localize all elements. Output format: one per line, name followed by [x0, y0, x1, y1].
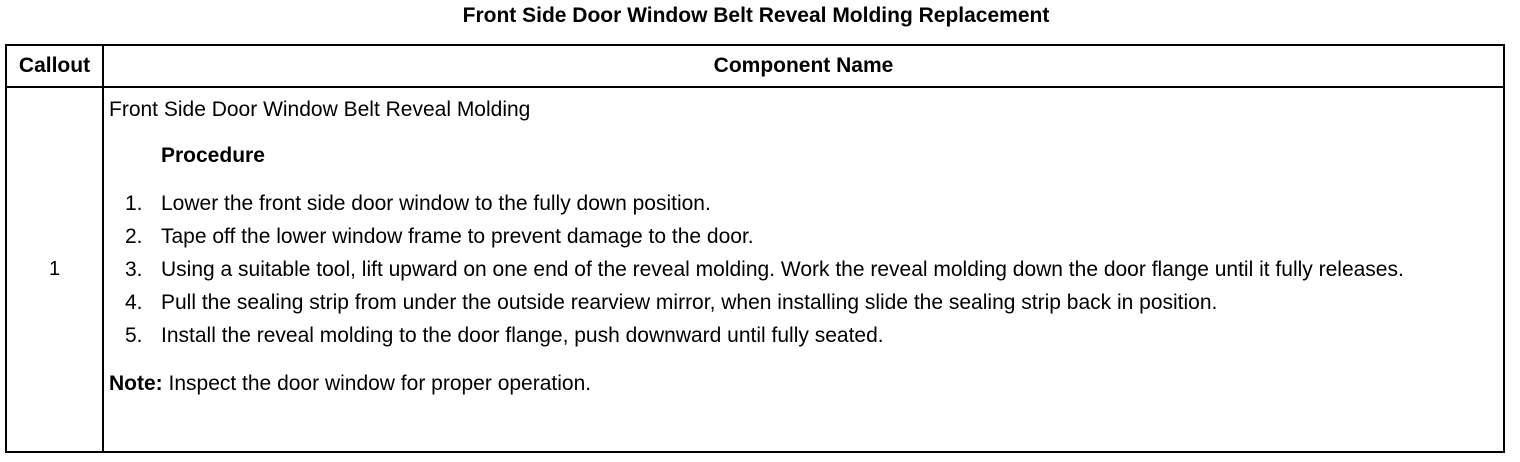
note-label: Note:	[109, 372, 163, 395]
component-cell	[103, 87, 1503, 451]
procedure-step	[109, 192, 1497, 216]
procedure-table-container	[5, 44, 1505, 453]
step-number: 1.	[125, 192, 143, 215]
component-name: Front Side Door Window Belt Reveal Molding	[109, 98, 531, 121]
table-row	[7, 87, 1503, 451]
procedure-step	[109, 225, 1497, 249]
step-text: Tape off the lower window frame to prevent damage to the door.	[161, 225, 754, 248]
component-name-column-header: Component Name	[103, 46, 1503, 87]
procedure-step	[109, 324, 1497, 348]
procedure-step	[109, 291, 1497, 315]
step-number: 5.	[125, 324, 143, 347]
procedure-table	[7, 46, 1503, 451]
step-text: Lower the front side door window to the fully down position.	[161, 192, 711, 215]
step-number: 2.	[125, 225, 143, 248]
callout-number: 1	[7, 87, 103, 451]
step-number: 3.	[125, 258, 143, 281]
note-text: Inspect the door window for proper operation.	[162, 372, 592, 395]
procedure-heading: Procedure	[161, 144, 265, 167]
callout-column-header: Callout	[7, 46, 103, 87]
procedure-steps-list	[109, 192, 1497, 348]
page-title: Front Side Door Window Belt Reveal Molding Replacement	[462, 4, 1050, 27]
step-number: 4.	[125, 291, 143, 314]
step-text: Pull the sealing strip from under the outside rearview mirror, when installing slide the sealing strip back in position.	[161, 291, 1218, 314]
step-text: Install the reveal molding to the door flange, push downward until fully seated.	[161, 324, 884, 347]
note	[109, 372, 1497, 396]
step-text: Using a suitable tool, lift upward on one end of the reveal molding. Work the reveal molding down the door flange until it fully releases.	[161, 258, 1404, 281]
table-header-row	[7, 46, 1503, 87]
procedure-step	[109, 258, 1497, 282]
